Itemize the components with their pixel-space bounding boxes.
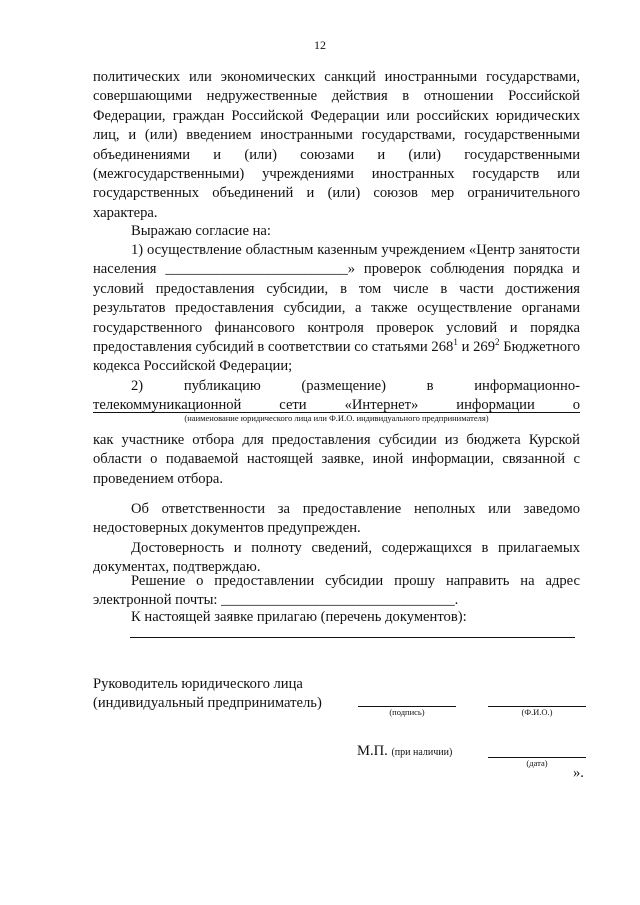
consent-item-1-text-c: и 269 (457, 339, 496, 356)
consent-item-1 (93, 241, 580, 377)
signature-caption: (подпись) (389, 707, 425, 717)
reliability-paragraph: Достоверность и полноту сведений, содержащихся в прилагаемых документах, подтверждаю. (93, 540, 580, 576)
email-paragraph: Решение о предоставлении субсидии прошу направить на адрес электронной почты: ________________________________. (93, 573, 580, 609)
consent-item-1-text-d: Бюджетного кодекса Российской Федерации; (93, 339, 580, 375)
head-title-line-1: Руководитель юридического лица (93, 676, 303, 692)
head-title-line-2: (индивидуальный предприниматель) (93, 695, 322, 711)
article-superscript-2: 2 (495, 337, 500, 348)
consent-intro: Выражаю согласие на: (131, 223, 271, 239)
attachments-line (130, 637, 575, 638)
stamp-note: (при наличии) (391, 747, 453, 758)
responsibility-paragraph: Об ответственности за предоставление неполных или заведомо недостоверных документов предупрежден. (93, 501, 580, 537)
attachments-paragraph: К настоящей заявке прилагаю (перечень документов): (131, 609, 467, 625)
page-number: 12 (314, 38, 326, 52)
article-superscript-1: 1 (453, 337, 458, 348)
participant-paragraph: как участнике отбора для предоставления субсидии из бюджета Курской области о подаваемой настоящей заявке, иной информации, связанной с проведением отбора. (93, 432, 580, 487)
consent-item-1-text-b: » проверок соблюдения порядка и условий предоставления субсидии, в том числе в части достижения результатов предоставления субсидии, а также осуществление органами государственного финансового контроля проверок условий и порядка предоставления субсидий в соответствии со статьями 268 (93, 261, 580, 356)
organization-name-caption: (наименование юридического лица или Ф.И.О. индивидуального предпринимателя) (184, 413, 489, 423)
stamp-abbrev: М.П. (357, 743, 388, 759)
date-caption: (дата) (526, 758, 548, 768)
consent-item-1-text-a: 1) осуществление областным казенным учреждением «Центр занятости населения (93, 242, 580, 278)
stamp-label (357, 742, 452, 762)
consent-item-2: 2) публикацию (размещение) в информационно-телекоммуникационной сети «Интернет» информации о (93, 378, 580, 414)
closing-quote: ». (573, 765, 584, 781)
fio-caption: (Ф.И.О.) (521, 707, 553, 717)
sanctions-paragraph: политических или экономических санкций иностранными государствами, совершающими недружественные действия в отношении Российской Федерации, граждан Российской Федерации или российских юридических лиц, и (или) введением иностранными государствами, государственными объединениями и (или) союзами и (или) государственными (межгосударственными) учреждениями иностранных государств или государственных объединений и (или) союзов мер ограничительного характера. (93, 69, 580, 221)
inspection-center-blank: _________________________ (165, 261, 348, 278)
